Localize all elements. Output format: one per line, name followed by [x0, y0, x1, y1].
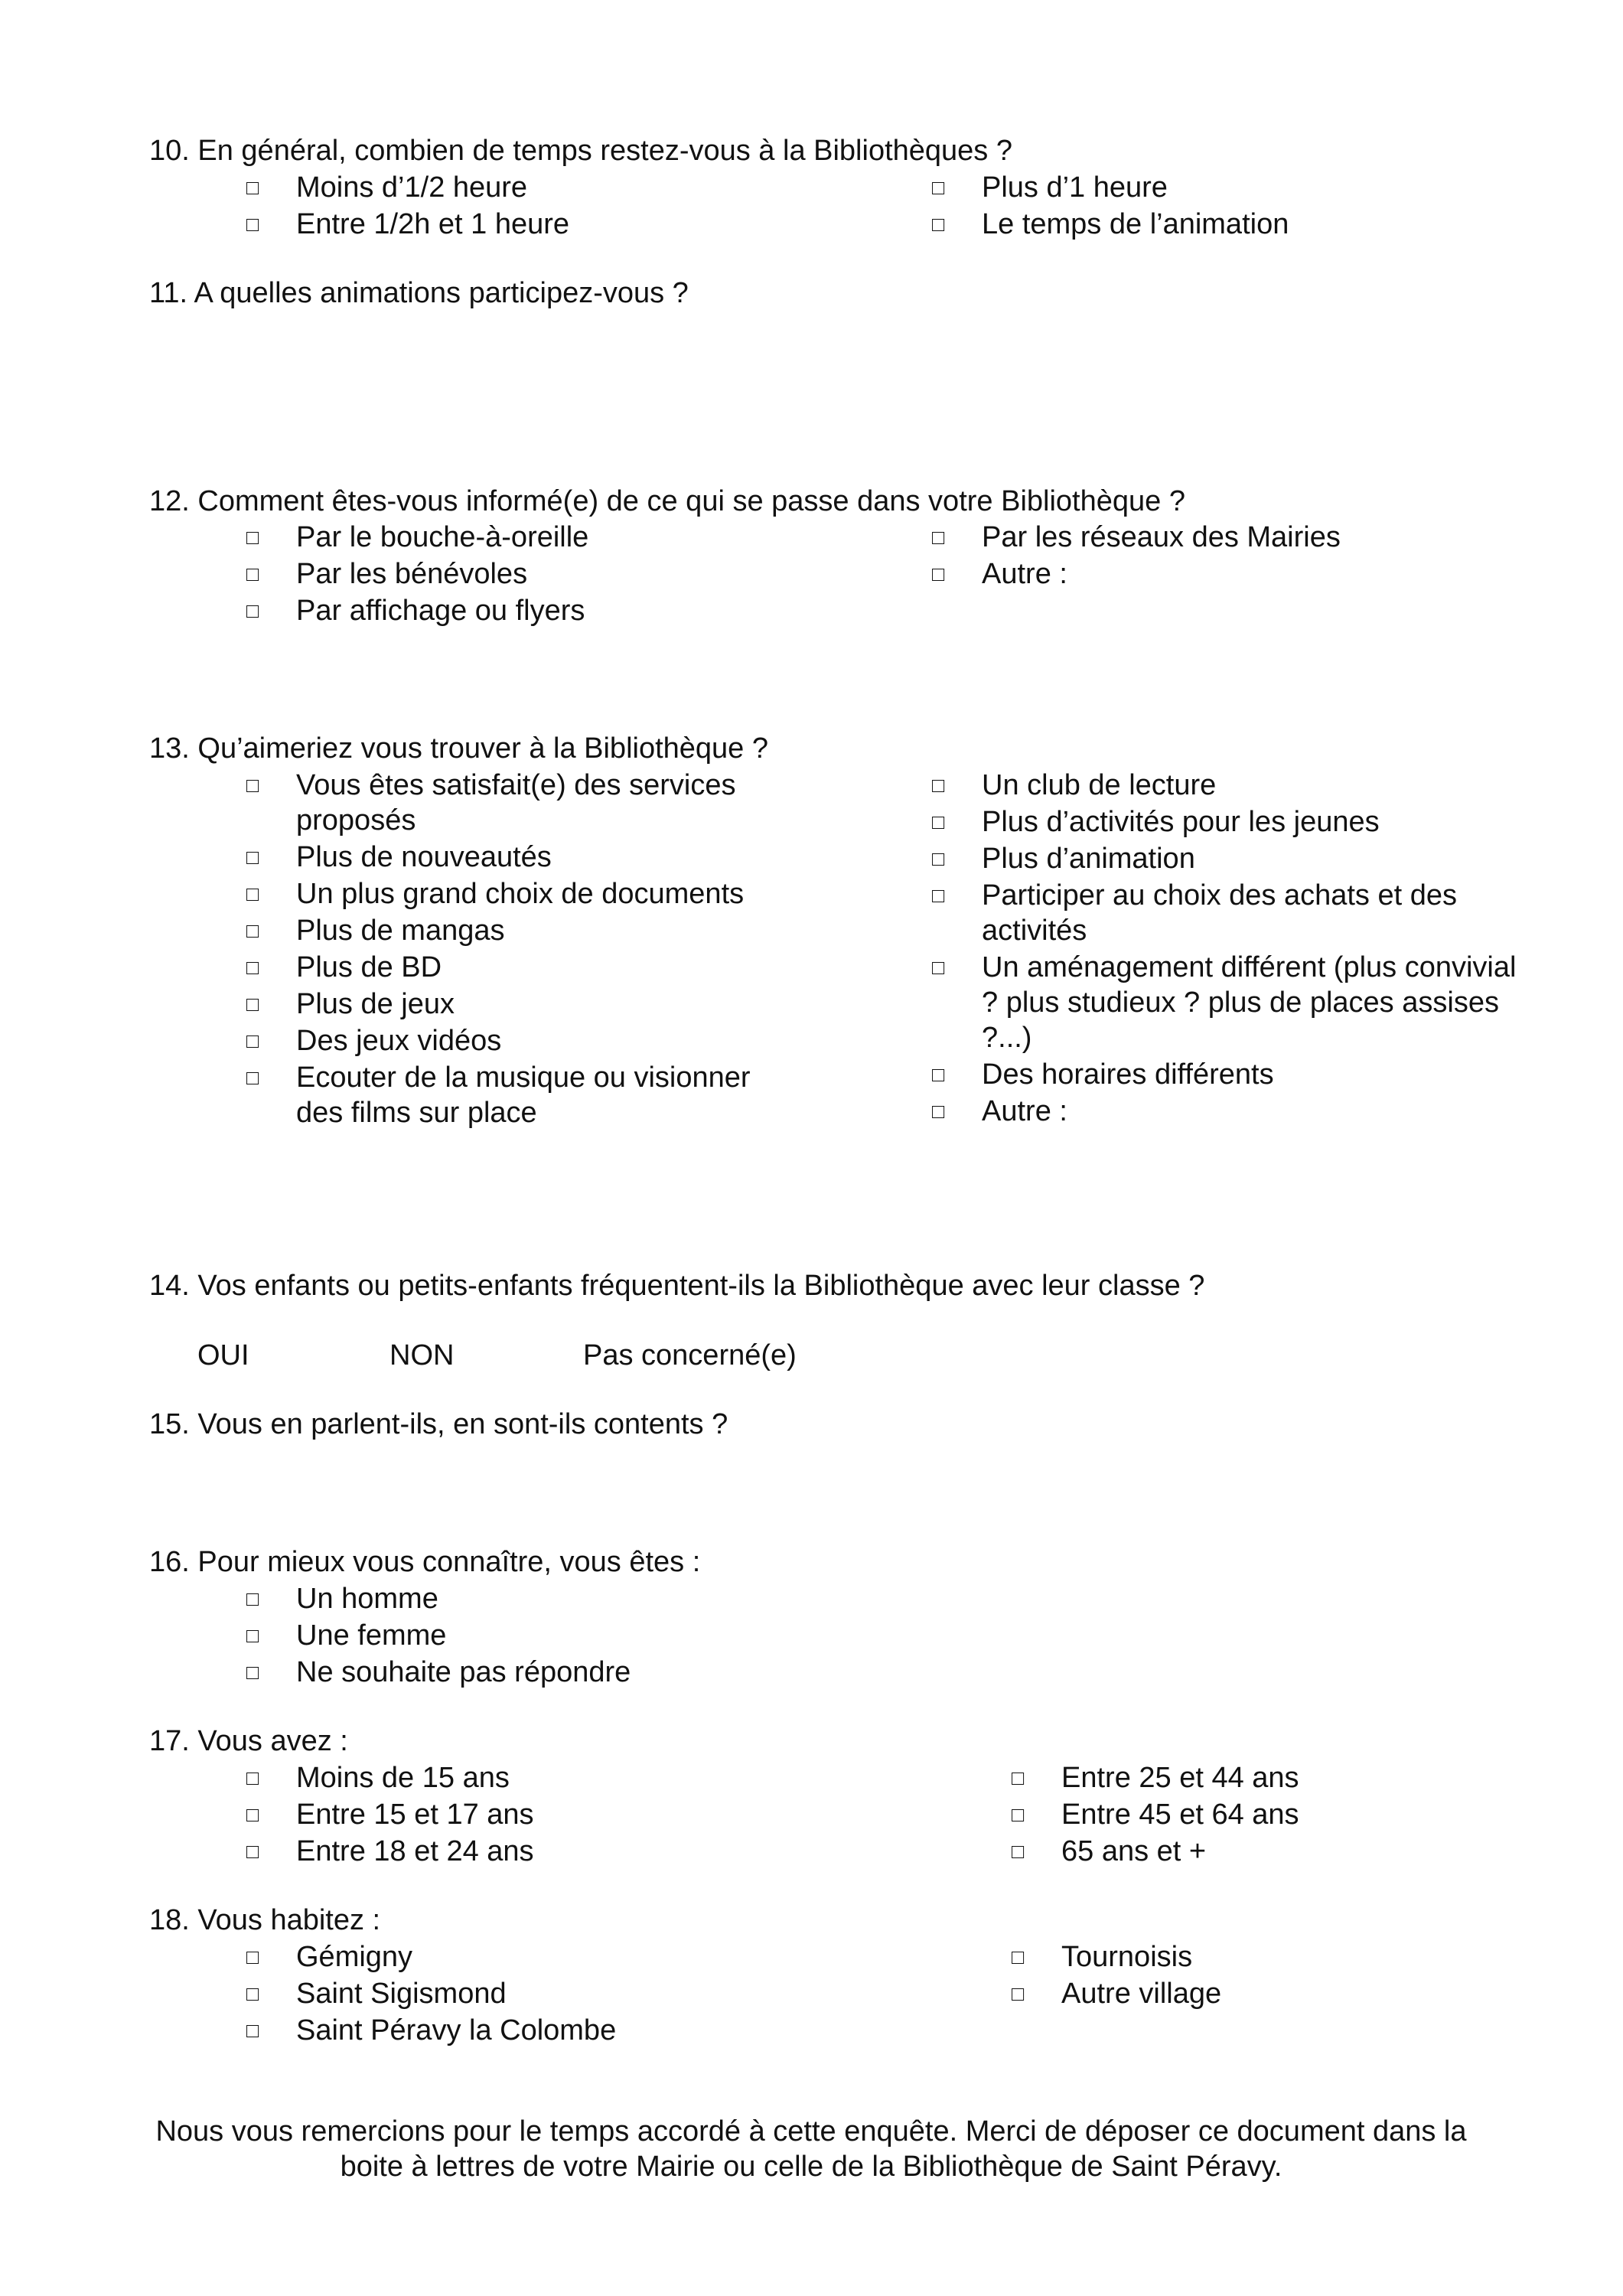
checkbox-icon[interactable]: □ — [932, 526, 945, 549]
q17-question: 17. Vous avez : — [149, 1725, 348, 1757]
checkbox-icon[interactable]: □ — [1012, 1840, 1025, 1863]
checkbox-icon[interactable]: □ — [1012, 1803, 1025, 1826]
checkbox-icon[interactable]: □ — [246, 993, 259, 1016]
checkbox-icon[interactable]: □ — [1012, 1982, 1025, 2005]
checkbox-icon[interactable]: □ — [246, 1661, 259, 1684]
checkbox-icon[interactable]: □ — [932, 956, 945, 979]
checkbox-icon[interactable]: □ — [246, 526, 259, 549]
q12-question: 12. Comment êtes-vous informé(e) de ce qui se passe dans votre Bibliothèque ? — [149, 485, 1185, 517]
checkbox-icon[interactable]: □ — [246, 1840, 259, 1863]
answer-pas-concerne[interactable]: Pas concerné(e) — [583, 1339, 797, 1371]
q18-question: 18. Vous habitez : — [149, 1904, 381, 1936]
checkbox-icon[interactable]: □ — [932, 847, 945, 870]
checkbox-icon[interactable]: □ — [932, 176, 945, 199]
q13-question: 13. Qu’aimeriez vous trouver à la Bibliothèque ? — [149, 732, 769, 765]
checkbox-icon[interactable]: □ — [246, 1624, 259, 1647]
checkbox-icon[interactable]: □ — [246, 2019, 259, 2042]
checkbox-icon[interactable]: □ — [246, 956, 259, 979]
checkbox-icon[interactable]: □ — [932, 1063, 945, 1086]
checkbox-icon[interactable]: □ — [932, 1100, 945, 1123]
checkbox-icon[interactable]: □ — [246, 1029, 259, 1052]
checkbox-icon[interactable]: □ — [932, 563, 945, 585]
q14-question: 14. Vos enfants ou petits-enfants fréquentent-ils la Bibliothèque avec leur classe ? — [149, 1270, 1205, 1302]
checkbox-icon[interactable]: □ — [246, 1587, 259, 1610]
checkbox-icon[interactable]: □ — [246, 563, 259, 585]
checkbox-icon[interactable]: □ — [246, 1766, 259, 1789]
checkbox-icon[interactable]: □ — [932, 810, 945, 833]
answer-non[interactable]: NON — [389, 1339, 455, 1371]
checkbox-icon[interactable]: □ — [246, 882, 259, 905]
checkbox-icon[interactable]: □ — [246, 599, 259, 622]
checkbox-icon[interactable]: □ — [246, 176, 259, 199]
q15-question: 15. Vous en parlent-ils, en sont-ils contents ? — [149, 1408, 728, 1440]
checkbox-icon[interactable]: □ — [246, 1803, 259, 1826]
checkbox-icon[interactable]: □ — [246, 213, 259, 236]
answer-oui[interactable]: OUI — [197, 1339, 249, 1371]
checkbox-icon[interactable]: □ — [1012, 1945, 1025, 1968]
checkbox-icon[interactable]: □ — [246, 1066, 259, 1089]
q16-question: 16. Pour mieux vous connaître, vous êtes : — [149, 1546, 701, 1578]
q10-question: 10. En général, combien de temps restez-vous à la Bibliothèques ? — [149, 135, 1012, 167]
checkbox-icon[interactable]: □ — [932, 213, 945, 236]
checkbox-icon[interactable]: □ — [932, 774, 945, 797]
q11-question: 11. A quelles animations participez-vous ? — [149, 277, 689, 309]
checkbox-icon[interactable]: □ — [246, 774, 259, 797]
checkbox-icon[interactable]: □ — [246, 1982, 259, 2005]
survey-page: 10. En général, combien de temps restez-vous à la Bibliothèques ? □ Moins d’1/2 heure □ Entre 1/2h et 1 heure □ Plus d’1 heure □ Le temps de l’animation 11. A quelles animations participez-vous ? 12. Comment êtes-vous informé(e) de ce qui se passe dans votre Bibliothèque ? □ Par le bouche-à-oreille □ Par les bénévoles □ Par affichage ou flyers □ Par les réseaux des Mairies □ Autre : 13. Qu’aimeriez vous trouver à la Bibliothèque ? □ Vous êtes satisfait(e) des services proposés □ Plus de nouveautés □ Un plus grand choix de documents □ Plus de mangas □ Plus de BD □ Plus de jeux □ Des jeux vidéos □ Ecouter de la musique ou visionner des films sur place □ Un club de lecture □ Plus d’activités pour les jeunes □ Plus d’animation □ Participer au choix des achats et des activités □ Un aménagement différent (plus convivial ? plus studieux ? plus de places assises ?...) □ Des horaires différents □ Autre : 14. Vos enfants ou petits-enfants fréquentent-ils la Bibliothèque avec leur classe ? OUI NON Pas concerné(e) 15. Vous en parlent-ils, en sont-ils contents ? 16. Pour mieux vous connaître, vous êtes : □ Un homme □ Une femme □ Ne souhaite pas répondre 17. Vous avez : □ Moins de 15 ans □ Entre 15 et 17 ans □ Entre 18 et 24 ans □ Entre 25 et 44 ans □ Entre 45 et 64 ans □ 65 ans et + 18. Vous habitez : □ Gémigny □ Saint Sigismond □ Saint Péravy la Colombe □ Tournoisis □ Autre village Nous vous remercions pour le temps accordé à cette enquête. Merci de déposer ce document dans la boite à lettres de votre Mairie ou celle de la Bibliothèque de Saint Péravy. — [149, 135, 1517, 2183]
checkbox-icon[interactable]: □ — [246, 919, 259, 942]
checkbox-icon[interactable]: □ — [932, 884, 945, 907]
checkbox-icon[interactable]: □ — [1012, 1766, 1025, 1789]
closing-note: Nous vous remercions pour le temps accordé à cette enquête. Merci de déposer ce document dans la boite à lettres de votre Mairie ou celle de la Bibliothèque de Saint Péravy. — [155, 2115, 1467, 2183]
checkbox-icon[interactable]: □ — [246, 1945, 259, 1968]
checkbox-icon[interactable]: □ — [246, 846, 259, 869]
